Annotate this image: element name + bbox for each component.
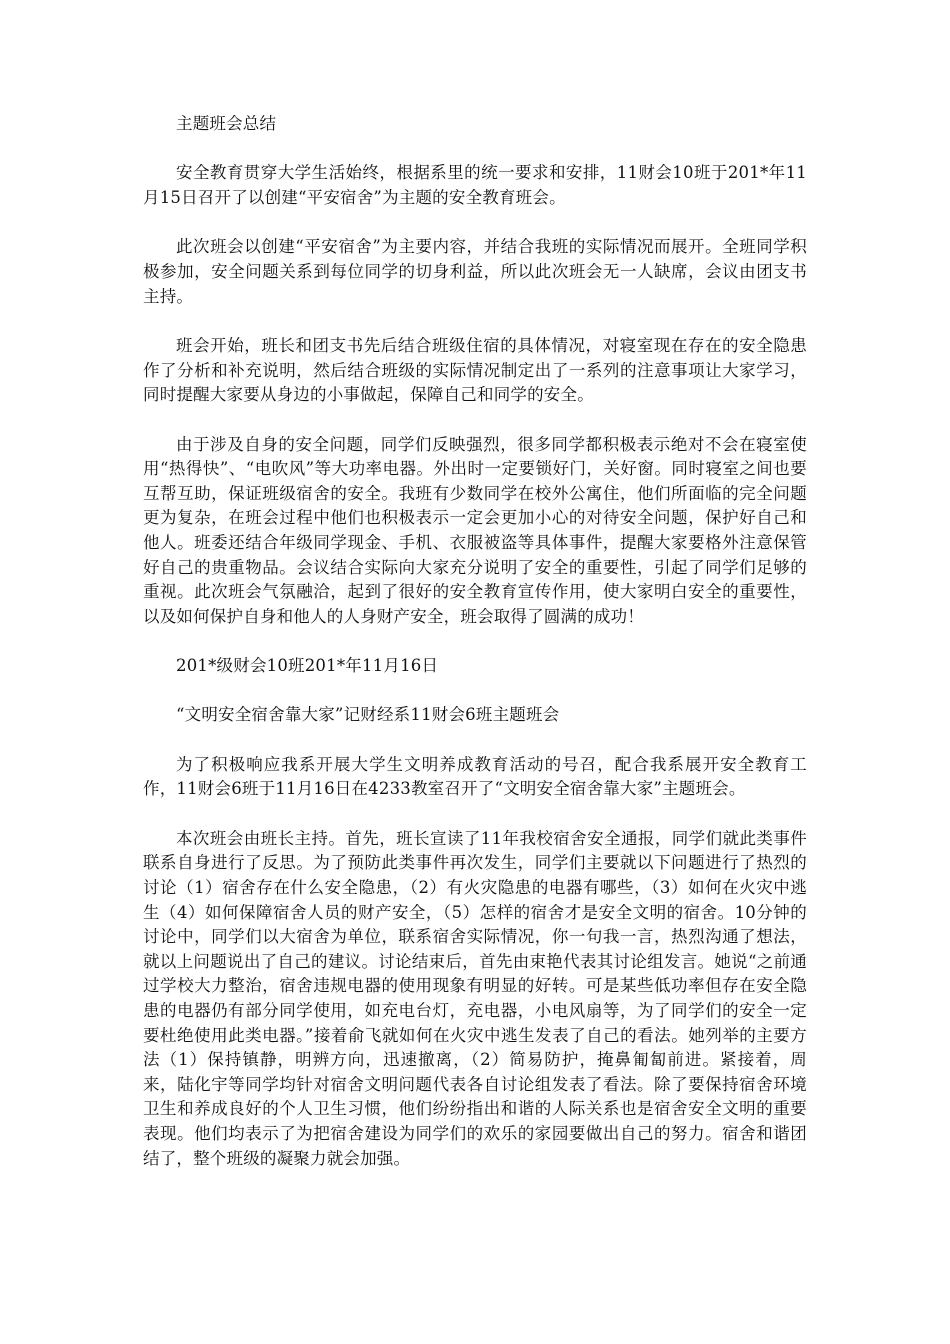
paragraph-intro: 安全教育贯穿大学生活始终，根据系里的统一要求和安排，11财会10班于201*年11月15日召开了以创建“平安宿舍”为主题的安全教育班会。 xyxy=(143,163,807,207)
document-body xyxy=(143,112,807,1171)
paragraph-meeting-start: 班会开始，班长和团支书先后结合班级住宿的具体情况，对寝室现在存在的安全隐患作了分析和补充说明，然后结合班级的实际情况制定出了一系列的注意事项让大家学习，同时提醒大家要从身边的小事做起，保障自己和同学的安全。 xyxy=(143,335,807,405)
paragraph-second-intro: 为了积极响应我系开展大学生文明养成教育活动的号召，配合我系展开安全教育工作，11财会6班于11月16日在4233教室召开了“文明安全宿舍靠大家”主题班会。 xyxy=(143,754,807,799)
paragraph-discussion: 由于涉及自身的安全问题，同学们反映强烈，很多同学都积极表示绝对不会在寝室使用“热得快”、“电吹风”等大功率电器。外出时一定要锁好门，关好窗。同时寝室之间也要互帮互助，保证班级宿舍的安全。我班有少数同学在校外公寓住，他们所面临的完全问题更为复杂，在班会过程中他们也积极表示一定会更加小心的对待安全问题，保护好自己和他人。班委还结合年级同学现金、手机、衣服被盗等具体事件，提醒大家要格外注意保管好自己的贵重物品。会议结合实际向大家充分说明了安全的重要性，引起了同学们足够的重视。此次班会气氛融洽，起到了很好的安全教育宣传作用，使大家明白安全的重要性，以及如何保护自身和他人的人身财产安全，班会取得了圆满的成功！ xyxy=(143,434,807,626)
paragraph-second-body: 本次班会由班长主持。首先，班长宣读了11年我校宿舍安全通报，同学们就此类事件联系自身进行了反思。为了预防此类事件再次发生，同学们主要就以下问题进行了热烈的讨论（1）宿舍存在什么安全隐患，（2）有火灾隐患的电器有哪些，（3）如何在火灾中逃生（4）如何保障宿舍人员的财产安全，（5）怎样的宿舍才是安全文明的宿舍。10分钟的讨论中，同学们以大宿舍为单位，联系宿舍实际情况，你一句我一言，热烈沟通了想法，就以上问题说出了自己的建议。讨论结束后，首先由束艳代表其讨论组发言。她说“之前通过学校大力整治，宿舍违规电器的使用现象有明显的好转。可是某些低功率但存在安全隐患的电器仍有部分同学使用，如充电台灯，充电器，小电风扇等，为了同学们的安全一定要杜绝使用此类电器。”接着俞飞就如何在火灾中逃生发表了自己的看法。她列举的主要方法（1）保持镇静，明辨方向，迅速撤离，（2）简易防护，掩鼻匍匐前进。紧接着，周来，陆化宇等同学均针对宿舍文明问题代表各自讨论组发表了看法。除了要保持宿舍环境卫生和养成良好的个人卫生习惯，他们纷纷指出和谐的人际关系也是宿舍安全文明的重要表现。他们均表示了为把宿舍建设为同学们的欢乐的家园要做出自己的努力。宿舍和谐团结了，整个班级的凝聚力就会加强。 xyxy=(143,828,807,1168)
second-article-title: “文明安全宿舍靠大家”记财经系11财会6班主题班会 xyxy=(176,705,560,725)
document-heading: 主题班会总结 xyxy=(176,114,277,133)
signature-date: 201*级财会10班201*年11月16日 xyxy=(176,656,439,676)
paragraph-theme: 此次班会以创建“平安宿舍”为主要内容，并结合我班的实际情况而展开。全班同学积极参加，安全问题关系到每位同学的切身利益，所以此次班会无一人缺席，会议由团支书主持。 xyxy=(143,237,807,306)
